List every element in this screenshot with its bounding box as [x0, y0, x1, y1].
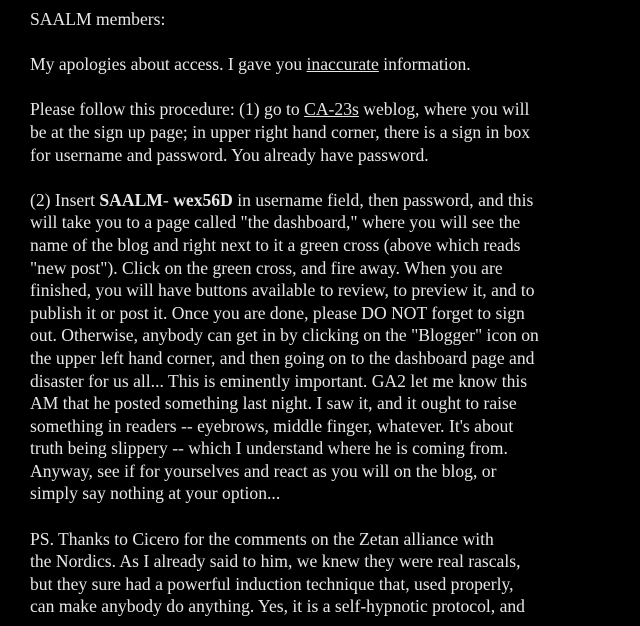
apology-paragraph: My apologies about access. I gave you inaccurate information. [30, 54, 471, 75]
inaccurate-link[interactable]: inaccurate [306, 54, 379, 75]
ca23s-weblog-link[interactable]: CA-23s [304, 99, 359, 120]
greeting: SAALM members: [30, 9, 166, 29]
instructions-paragraph: (2) Insert SAALM- wex56D in username field, then password, and this will take you to a page called "the dashboard," where you will see the name of the blog and right next to it a green cross (above which reads "new post"). Click on the green cross, and fire away. When you are finished, you will have buttons available to review, to preview it, and to publish it or post it. Once you are done, please DO NOT forget to sign out. Otherwise, anybody can get in by clicking on the "Blogger" icon on the upper left hand corner, and then going on to the dashboard page and disaster for us all... This is eminently important. GA2 let me know this AM that he posted something last night. I saw it, and it ought to raise something in readers -- eyebrows, middle finger, whatever. It's about truth being slippery -- which I understand where he is coming from. Anyway, see if for yourselves and react as you will on the blog, or simply say nothing at your option... [30, 189, 539, 504]
procedure-paragraph: Please follow this procedure: (1) go to CA-23s weblog, where you will be at the sign up page; in upper right hand corner, there is a sign in box for username and password. You already have password. [30, 99, 531, 165]
username-part-1: SAALM [99, 189, 163, 210]
username-part-2: wex56D [173, 189, 233, 210]
postscript-paragraph: PS. Thanks to Cicero for the comments on the Zetan alliance with the Nordics. As I already said to him, we knew they were real rascals, but they sure had a powerful induction technique that, used properly, can make anybody do anything. Yes, it is a self-hypnotic protocol, and [30, 528, 525, 617]
